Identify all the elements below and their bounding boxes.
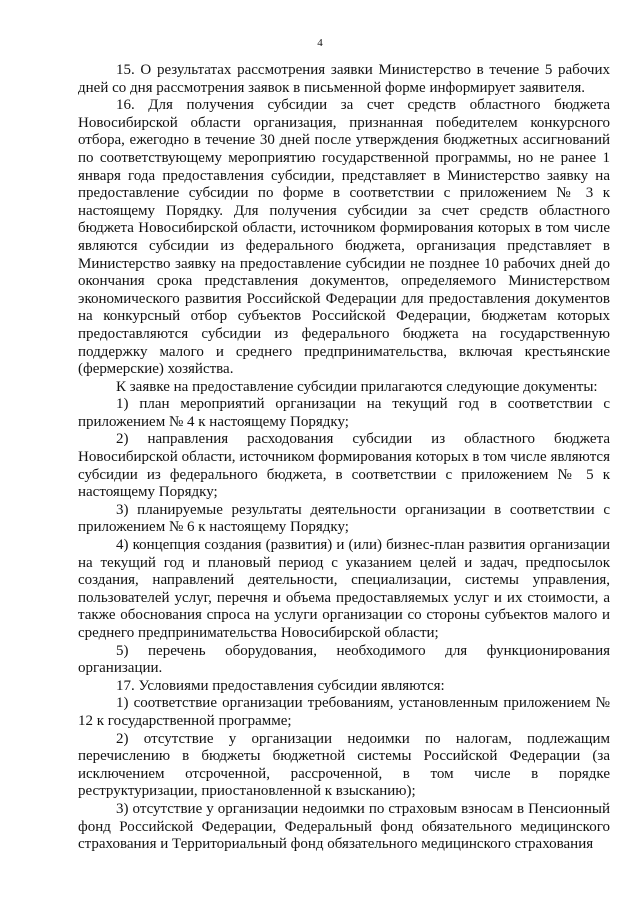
paragraph-16: 16. Для получения субсидии за счет средств областного бюджета Новосибирской области организация, признанная победителем конкурсного отбора, ежегодно в течение 30 дней после утверждения бюджетных ассигнований по соответствующему мероприятию государственной программы, но не ранее 1 января года предоставления субсидии, представляет в Министерство заявку на предоставление субсидии по форме в соответствии с приложением № 3 к настоящему Порядку. Для получения субсидии за счет средств областного бюджета Новосибирской области, источником формирования которых в том числе являются субсидии из федерального бюджета, организация представляет в Министерство заявку на предоставление субсидии не позднее 10 рабочих дней до окончания срока представления документов, определяемого Министерством экономического развития Российской Федерации для предоставления документов на конкурсный отбор субъектов Российской Федерации, бюджетам которых предоставляются субсидии из федерального бюджета на государственную поддержку малого и среднего предпринимательства, включая крестьянские (фермерские) хозяйства.: [78, 97, 610, 378]
condition-item-1: 1) соответствие организации требованиям, установленным приложением № 12 к государственной программе;: [78, 695, 610, 729]
document-item-3: 3) планируемые результаты деятельности организации в соответствии с приложением № 6 к настоящему Порядку;: [78, 501, 610, 536]
documents-intro: К заявке на предоставление субсидии прилагаются следующие документы:: [116, 378, 598, 395]
document-body: [78, 62, 610, 854]
condition-item-3: 3) отсутствие у организации недоимки по страховым взносам в Пенсионный фонд Российской Федерации, Федеральный фонд обязательного медицинского страхования и Территориальный фонд обязательного медицинского страхования: [78, 800, 610, 853]
document-item-1: 1) план мероприятий организации на текущий год в соответствии с приложением № 4 к настоящему Порядку;: [78, 396, 610, 430]
document-item-4: 4) концепция создания (развития) и (или) бизнес-план развития организации на текущий год и плановый период с указанием целей и задач, предпосылок создания, направлений деятельности, специализации, системы управления, пользователей услуг, перечня и объема предоставляемых услуг и их стоимости, а также обоснования спроса на услуги организации со стороны субъектов малого и среднего предпринимательства Новосибирской области;: [78, 537, 610, 641]
document-item-5: 5) перечень оборудования, необходимого для функционирования организации.: [78, 642, 610, 677]
paragraph-17: 17. Условиями предоставления субсидии являются:: [116, 677, 445, 694]
document-item-2: 2) направления расходования субсидии из областного бюджета Новосибирской области, источником формирования которых в том числе являются субсидии из федерального бюджета, в соответствии с приложением № 5 к настоящему Порядку;: [78, 431, 610, 501]
condition-item-2: 2) отсутствие у организации недоимки по налогам, подлежащим перечислению в бюджеты бюджетной системы Российской Федерации (за исключением отсроченной, рассроченной, в том числе в порядке реструктуризации, приостановленной к взысканию);: [78, 730, 610, 800]
page-number: 4: [317, 37, 323, 49]
paragraph-15: 15. О результатах рассмотрения заявки Министерство в течение 5 рабочих дней со дня рассмотрения заявок в письменной форме информирует заявителя.: [78, 62, 610, 96]
